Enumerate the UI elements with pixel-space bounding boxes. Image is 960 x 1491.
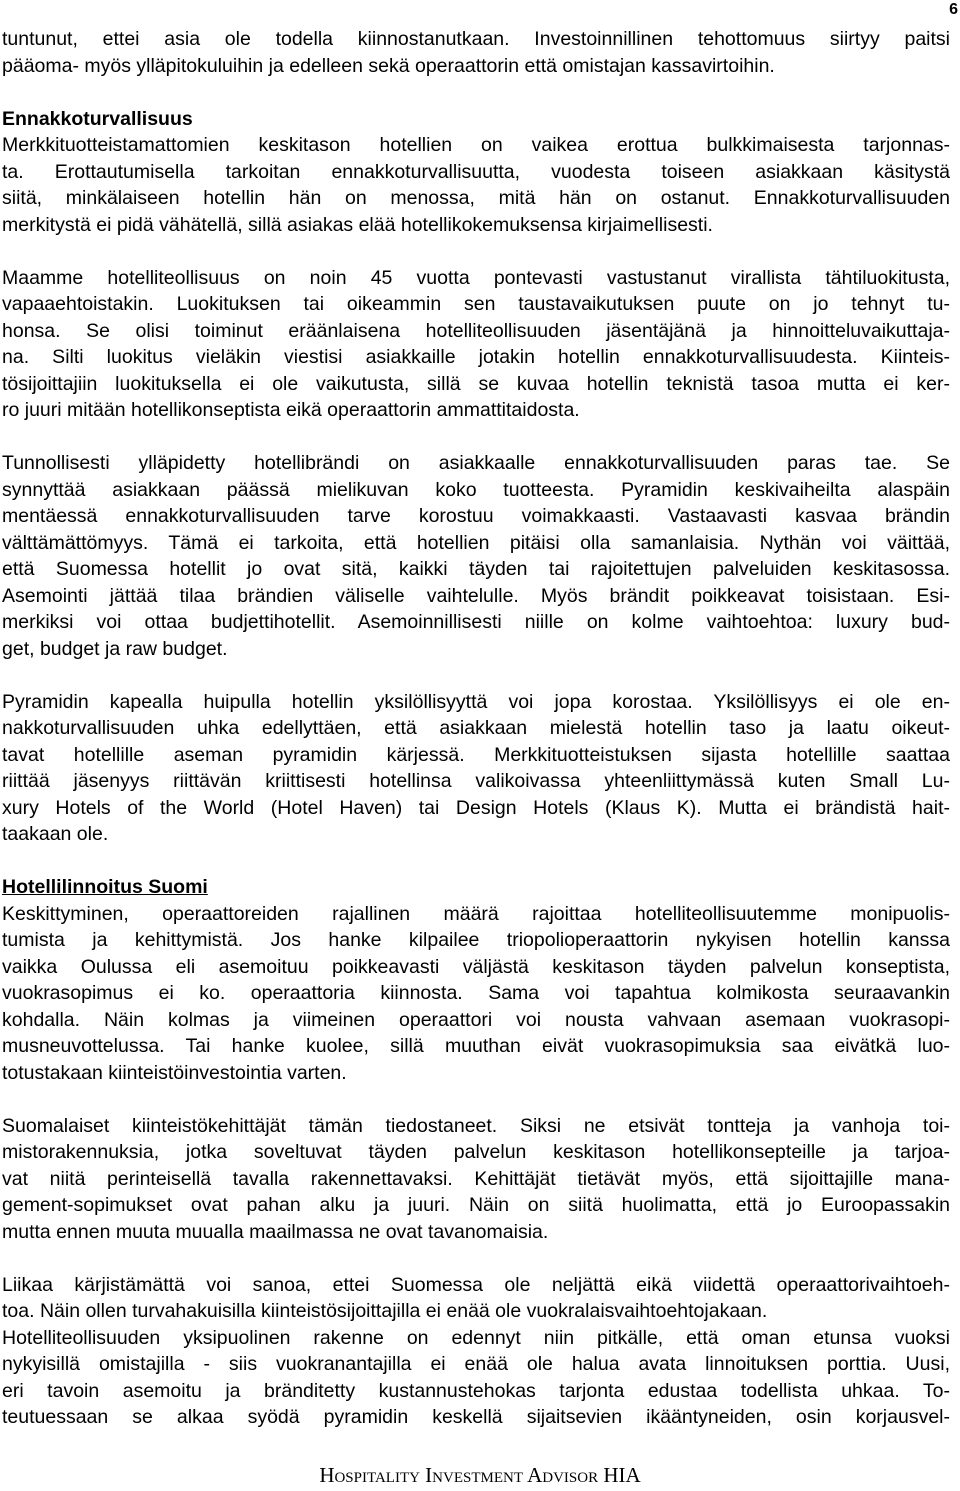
page-number: 6	[949, 1, 958, 18]
paragraph-spacer	[2, 662, 950, 689]
text-line: Keskittyminen, operaattoreiden rajallinen määrä rajoittaa hotelliteollisuutemme monipuolis-	[2, 902, 950, 925]
paragraph	[2, 1272, 950, 1431]
paragraph-spacer	[2, 424, 950, 451]
text-line: Liikaa kärjistämättä voi sanoa, ettei Suomessa ole neljättä eikä viidettä operaattorivaihtoeh-	[2, 1273, 950, 1296]
text-line: Maamme hotelliteollisuus on noin 45 vuotta pontevasti vastustanut virallista tähtiluokitusta,	[2, 266, 950, 289]
text-line: mentäessä ennakkoturvallisuuden tarve korostuu voimakkaasti. Vastaavasti kasvaa brändin	[2, 505, 950, 527]
text-line: na. Silti luokitus vieläkin viestisi asiakkaille jotakin hotellin ennakkoturvallisuudesta. Kiinteis-	[2, 346, 950, 368]
document-body	[2, 26, 950, 1431]
text-line: tösijoittajiin luokituksella ei ole vaikutusta, sillä se kuvaa hotellin teknistä tasoa mutta ei ker-	[2, 372, 950, 395]
text-line: Merkkituotteistamattomien keskitason hotellien on vaikea erottua bulkkimaisesta tarjonnas-	[2, 134, 950, 156]
text-line: merkitystä ei pidä vähätellä, sillä asiakas elää hotellikokemuksensa kirjaimellisesti.	[2, 213, 713, 236]
text-line: kohdalla. Näin kolmas ja viimeinen operaattori voi nousta vahvaan asemaan vuokrasopi-	[2, 1008, 950, 1031]
paragraph	[2, 265, 950, 424]
text-line: vaikka Oulussa eli asemoituu poikkeavasti väljästä keskitason täyden palvelun konseptista,	[2, 955, 950, 978]
text-line: taakaan ole.	[2, 823, 109, 845]
paragraph-spacer	[2, 79, 950, 106]
text-line: mutta ennen muuta muualla maailmassa ne ovat tavanomaisia.	[2, 1220, 549, 1243]
text-line: tuntunut, ettei asia ole todella kiinnostanutkaan. Investoinnillinen tehottomuus siirtyy paitsi	[2, 28, 950, 50]
text-line: honsa. Se olisi toiminut eräänlaisena hotelliteollisuuden jäsentäjänä ja hinnoitteluvaikuttaja-	[2, 319, 950, 342]
text-line: Hotelliteollisuuden yksipuolinen rakenne on edennyt niin pitkälle, että oman etunsa vuoksi	[2, 1326, 950, 1349]
paragraph-spacer	[2, 238, 950, 265]
paragraph	[2, 26, 950, 79]
text-line: tumista ja kehittymistä. Jos hanke kilpailee triopolioperaattorin nykyisen hotellin kanssa	[2, 929, 950, 951]
text-line: totustakaan kiinteistöinvestointia varten.	[2, 1061, 347, 1084]
text-line: että Suomessa hotellit jo ovat sitä, kaikki täyden tai rajoitettujen palveluiden keskitasossa.	[2, 558, 950, 580]
text-line: nykyisillä omistajilla - siis vuokranantajilla ei enää ole halua avata linnoituksen porttia. Uusi,	[2, 1353, 950, 1375]
text-line: synnyttää asiakkaan päässä mielikuvan koko tuotteesta. Pyramidin keskivaiheilta alaspäin	[2, 478, 950, 501]
text-line: riittää jäsenyys riittävän kriittisesti hotellinsa valikoivassa yhteenliittymässä kuten Small Lu-	[2, 770, 950, 792]
text-line: gement-sopimukset ovat pahan alku ja juuri. Näin on siitä huolimatta, että jo Euroopassakin	[2, 1194, 950, 1216]
text-line: Pyramidin kapealla huipulla hotellin yksilöllisyyttä voi jopa korostaa. Yksilöllisyys ei ole en-	[2, 690, 950, 713]
text-line: tavat hotellille aseman pyramidin kärjessä. Merkkituotteistuksen sijasta hotellille saattaa	[2, 743, 950, 766]
paragraph-spacer	[2, 848, 950, 875]
text-line: vat niitä perinteisellä tavalla rakennettavaksi. Kehittäjät tietävät myös, että sijoittajille mana-	[2, 1167, 950, 1190]
text-line: vapaaehtoistakin. Luokituksen tai oikeammin sen taustavaikutuksen puute on jo tehnyt tu-	[2, 293, 950, 315]
paragraph	[2, 689, 950, 848]
text-line: toa. Näin ollen turvahakuisilla kiinteistösijoittajilla ei enää ole vuokralaisvaihtoehtojakaan.	[2, 1300, 768, 1322]
paragraph	[2, 874, 950, 1086]
text-line: nakkoturvallisuuden uhka edellyttäen, että asiakkaan mielestä hotellin taso ja laatu oikeut-	[2, 717, 950, 739]
text-line: get, budget ja raw budget.	[2, 637, 228, 660]
text-line: Suomalaiset kiinteistökehittäjät tämän tiedostaneet. Siksi ne etsivät tontteja ja vanhoja toi-	[2, 1114, 950, 1137]
text-line: siitä, minkälaiseen hotellin hän on menossa, mitä hän on ostanut. Ennakkoturvallisuuden	[2, 187, 950, 209]
text-line: vuokrasopimus ei ko. operaattoria kiinnosta. Sama voi tapahtua kolmikosta seuraavankin	[2, 982, 950, 1004]
text-line: teutuessaan se alkaa syödä pyramidin keskellä sijaitsevien ikääntyneiden, osin korjausvel-	[2, 1406, 950, 1428]
text-line: pääoma- myös ylläpitokuluihin ja edelleen sekä operaattorin että omistajan kassavirtoihin.	[2, 54, 775, 77]
text-line: Asemointi jättää tilaa brändien väliselle vaihtelulle. Myös brändit poikkeavat toisistaan. Esi-	[2, 584, 950, 607]
paragraph	[2, 450, 950, 662]
paragraph-spacer	[2, 1086, 950, 1113]
paragraph-spacer	[2, 1245, 950, 1272]
text-line: ta. Erottautumisella tarkoitan ennakkoturvallisuutta, vuodesta toiseen asiakkaan käsitystä	[2, 160, 950, 183]
page-footer: Hospitality Investment Advisor HIA	[319, 1463, 641, 1487]
text-line: välttämättömyys. Tämä ei tarkoita, että hotellien pitäisi olla samanlaisia. Nythän voi väittää,	[2, 531, 950, 554]
text-line: musneuvottelussa. Tai hanke kuolee, sillä muuthan eivät vuokrasopimuksia saa eivätkä luo-	[2, 1035, 950, 1057]
text-line: mistorakennuksia, jotka soveltuvat täyden palvelun keskitason hotellikonsepteille ja tarjoa-	[2, 1141, 950, 1163]
section-heading: Ennakkoturvallisuus	[2, 107, 193, 130]
paragraph	[2, 106, 950, 239]
text-line: eri tavoin asemoitu ja bränditetty kustannustehokas tarjonta edustaa todellista uhkaa. To-	[2, 1379, 950, 1402]
text-line: xury Hotels of the World (Hotel Haven) tai Design Hotels (Klaus K). Mutta ei brändistä hait-	[2, 796, 950, 819]
text-line: Tunnollisesti ylläpidetty hotellibrändi on asiakkaalle ennakkoturvallisuuden paras tae. Se	[2, 452, 950, 474]
text-line: ro juuri mitään hotellikonseptista eikä operaattorin ammattitaidosta.	[2, 399, 580, 421]
section-heading: Hotellilinnoitus Suomi	[2, 876, 208, 898]
paragraph	[2, 1113, 950, 1246]
text-line: merkiksi voi ottaa budjettihotellit. Asemoinnillisesti niille on kolme vaihtoehtoa: luxury bud-	[2, 611, 950, 633]
